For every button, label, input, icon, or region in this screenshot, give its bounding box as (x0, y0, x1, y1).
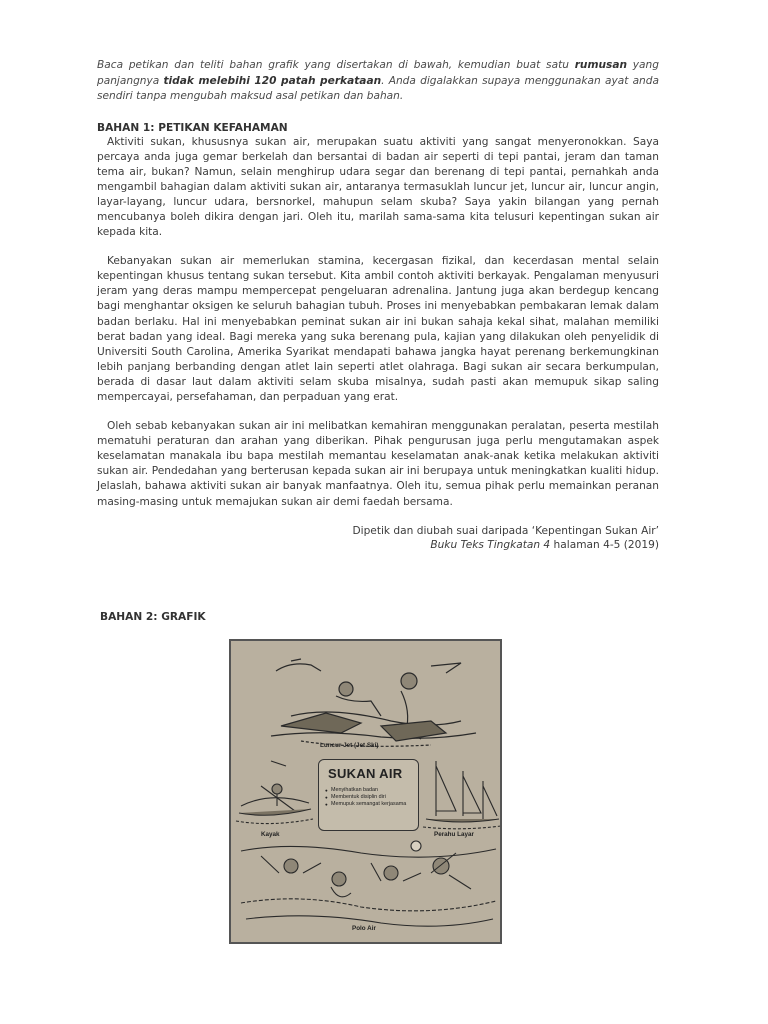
source-book-title: Buku Teks Tingkatan 4 (430, 539, 551, 552)
paragraph-3: Oleh sebab kebanyakan sukan air ini melibatkan kemahiran menggunakan peralatan, peserta mestilah mematuhi peraturan dan arahan yang diberikan. Pihak pengurusan juga perlu mengutamakan aspek keselamatan manakala ibu bapa mestilah memantau keselamatan anak-anak ketika melakukan aktiviti sukan air. Pendedahan yang berterusan kepada sukan air ini berupaya untuk meningkatkan kualiti hidup. Jelaslah, bahawa aktiviti sukan air banyak manfaatnya. Oleh itu, semua pihak perlu memainkan peranan masing-masing untuk memajukan sukan air demi faedah bersama. (97, 420, 659, 508)
source-citation (97, 524, 659, 553)
sukan-air-box (318, 759, 419, 831)
paragraph-2: Kebanyakan sukan air memerlukan stamina, kecergasan fizikal, dan kecerdasan mental selain kepentingan khusus tentang sukan tersebut. Kita ambil contoh aktiviti berkayak. Pengalaman menyusuri jeram yang deras mampu mempercepat pengeluaran adrenalina. Jantung juga akan berdegup kencang bagi menghantar oksigen ke seluruh bahagian tubuh. Proses ini menyebabkan pembakaran lemak dalam badan berlaku. Hal ini menyebabkan peminat sukan air ini bukan sahaja kekal sihat, malahan memiliki berat badan yang ideal. Bagi mereka yang suka berenang pula, kajian yang dilakukan oleh penyelidik di Universiti South Carolina, Amerika Syarikat mendapati bahawa jangka hayat perenang berkemungkinan lebih panjang berbanding dengan atlet lain seperti atlet olahraga. Bagi sukan air secara berkumpulan, berada di dasar laut dalam aktiviti selam skuba misalnya, sudah pasti akan memupuk sikap saling mempercayai, persefahaman, dan perpaduan yang erat. (97, 255, 659, 403)
water-polo-illustration (241, 841, 496, 926)
kayak-illustration (236, 761, 313, 824)
caption-sailboat: Perahu Layar (434, 831, 474, 838)
benefit-item: ● Menyihatkan badan (325, 787, 406, 794)
benefits-list (325, 787, 406, 808)
instruction-bold-rumusan: rumusan (574, 59, 628, 71)
page-content (97, 58, 659, 553)
instruction-part2: yang panjangnya (97, 59, 659, 87)
jet-ski-illustration (271, 659, 476, 746)
caption-kayak: Kayak (261, 831, 280, 838)
graphic-title: SUKAN AIR (328, 766, 403, 781)
source-page: halaman 4-5 (2019) (550, 539, 659, 552)
benefit-item: ● Memupuk semangat kerjasama (325, 801, 406, 808)
instruction-part1: Baca petikan dan teliti bahan grafik yang disertakan di bawah, kemudian buat satu (97, 59, 575, 71)
water-sports-graphic (229, 639, 502, 944)
caption-jet-ski: Luncur Jet (Jet Ski) (320, 742, 379, 749)
sailboat-illustration (423, 761, 501, 829)
bahan2-heading: BAHAN 2: GRAFIK (100, 611, 206, 623)
bahan1-heading: BAHAN 1: PETIKAN KEFAHAMAN (97, 121, 288, 134)
instruction-part3: . Anda digalakkan supaya menggunakan ayat anda sendiri tanpa mengubah maksud asal petikan dan bahan. (97, 74, 659, 102)
caption-water-polo: Polo Air (352, 925, 376, 932)
benefit-item: ● Membentuk disiplin diri (325, 794, 406, 801)
instruction-bold-limit: tidak melebihi 120 patah perkataan (163, 74, 382, 87)
instruction-text (97, 58, 659, 105)
source-line-1: Dipetik dan diubah suai daripada ‘Kepentingan Sukan Air’ (352, 524, 659, 537)
source-line-2 (97, 538, 659, 553)
paragraph-1: Aktiviti sukan, khususnya sukan air, merupakan suatu aktiviti yang sangat menyeronokkan. Saya percaya anda juga gemar berkelah dan bersantai di badan air seperti di tepi pantai, jeram dan taman tema air, bukan? Namun, selain menghirup udara segar dan berenang di tepi pantai, pernahkah anda mengambil bahagian dalam aktiviti sukan air, antaranya termasuklah luncur jet, luncur air, luncur angin, layar-layang, luncur udara, bersnorkel, mahupun selam skuba? Saya yakin bilangan yang pernah mencubanya boleh dikira dengan jari. Oleh itu, marilah sama-sama kita telusuri kepentingan sukan air kepada kita. (97, 135, 659, 239)
